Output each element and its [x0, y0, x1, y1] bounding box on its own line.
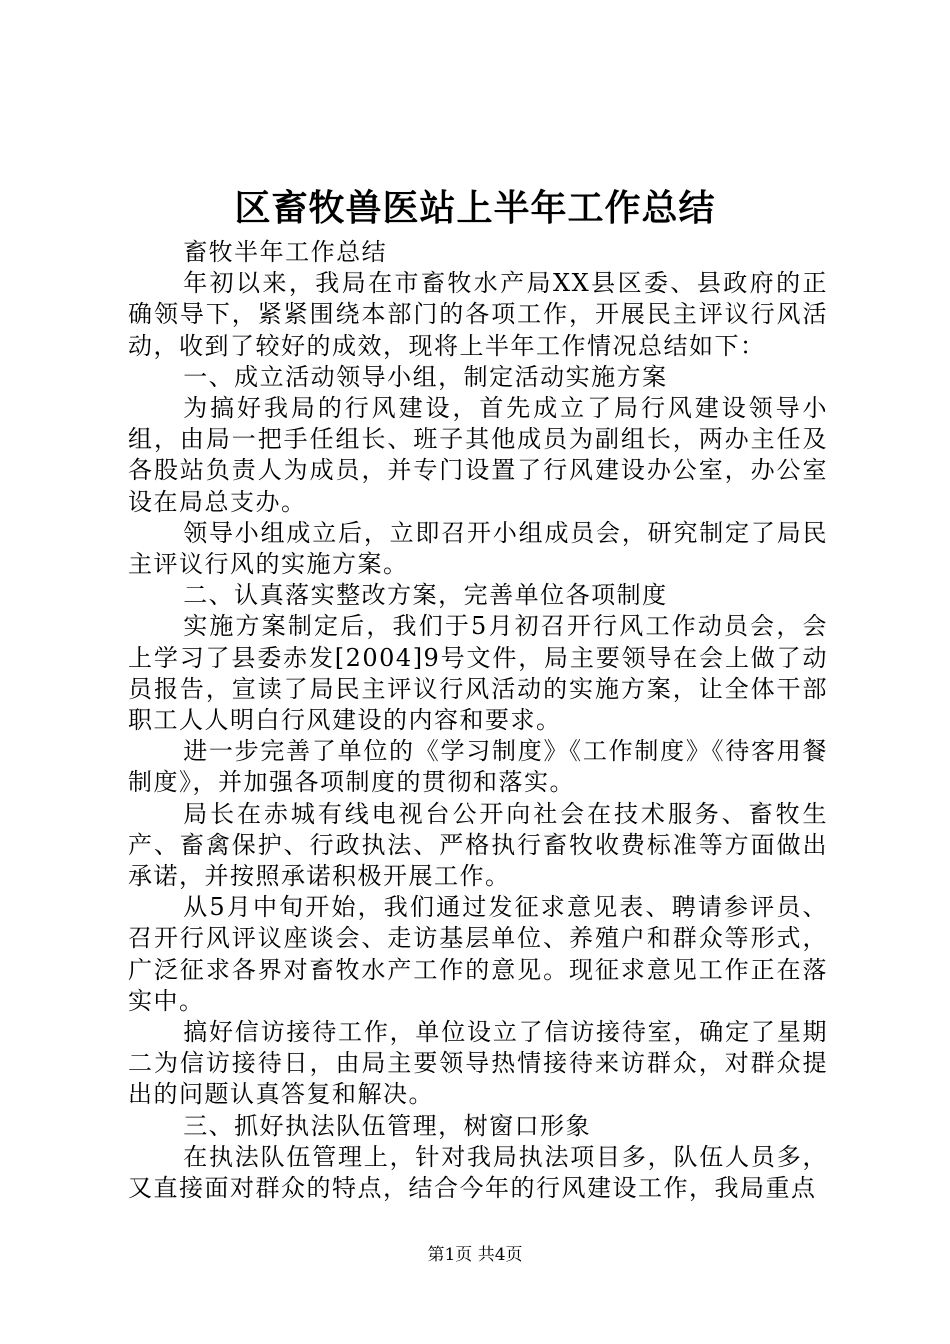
- page-footer: 第1页 共4页: [427, 1245, 523, 1265]
- section-heading: 二、认真落实整改方案，完善单位各项制度: [183, 581, 668, 610]
- paragraph: 为搞好我局的行风建设，首先成立了局行风建设领导小组，由局一把手任组长、班子其他成员为副组长，两办主任及各股站负责人为成员，并专门设置了行风建设办公室，办公室设在局总支办。: [128, 394, 828, 516]
- paragraph: 在执法队伍管理上，针对我局执法项目多，队伍人员多，又直接面对群众的特点，结合今年的行风建设工作，我局重点: [128, 1142, 828, 1203]
- section-heading: 三、抓好执法队伍管理，树窗口形象: [183, 1111, 592, 1140]
- document-title: 区畜牧兽医站上半年工作总结: [234, 187, 716, 229]
- paragraph: 领导小组成立后，立即召开小组成员会，研究制定了局民主评议行风的实施方案。: [128, 518, 828, 579]
- section-heading: 一、成立活动领导小组，制定活动实施方案: [183, 362, 668, 391]
- paragraph: 从5月中旬开始，我们通过发征求意见表、聘请参评员、召开行风评议座谈会、走访基层单位、养殖户和群众等形式，广泛征求各界对畜牧水产工作的意见。现征求意见工作正在落实中。: [128, 893, 828, 1015]
- paragraph: 局长在赤城有线电视台公开向社会在技术服务、畜牧生产、畜禽保护、行政执法、严格执行畜牧收费标准等方面做出承诺，并按照承诺积极开展工作。: [128, 799, 828, 891]
- paragraph: 实施方案制定后，我们于5月初召开行风工作动员会，会上学习了县委赤发[2004]9号文件，局主要领导在会上做了动员报告，宣读了局民主评议行风活动的实施方案，让全体干部职工人人明白行风建设的内容和要求。: [128, 612, 828, 735]
- paragraph: 进一步完善了单位的《学习制度》《工作制度》《待客用餐制度》，并加强各项制度的贯彻和落实。: [128, 737, 828, 797]
- paragraph: 搞好信访接待工作，单位设立了信访接待室，确定了星期二为信访接待日，由局主要领导热情接待来访群众，对群众提出的问题认真答复和解决。: [128, 1018, 828, 1109]
- paragraph: 年初以来，我局在市畜牧水产局XX县区委、县政府的正确领导下，紧紧围绕本部门的各项工作，开展民主评议行风活动，收到了较好的成效，现将上半年工作情况总结如下：: [128, 269, 828, 360]
- paragraph: 畜牧半年工作总结: [183, 238, 388, 266]
- document-body: [128, 237, 828, 1204]
